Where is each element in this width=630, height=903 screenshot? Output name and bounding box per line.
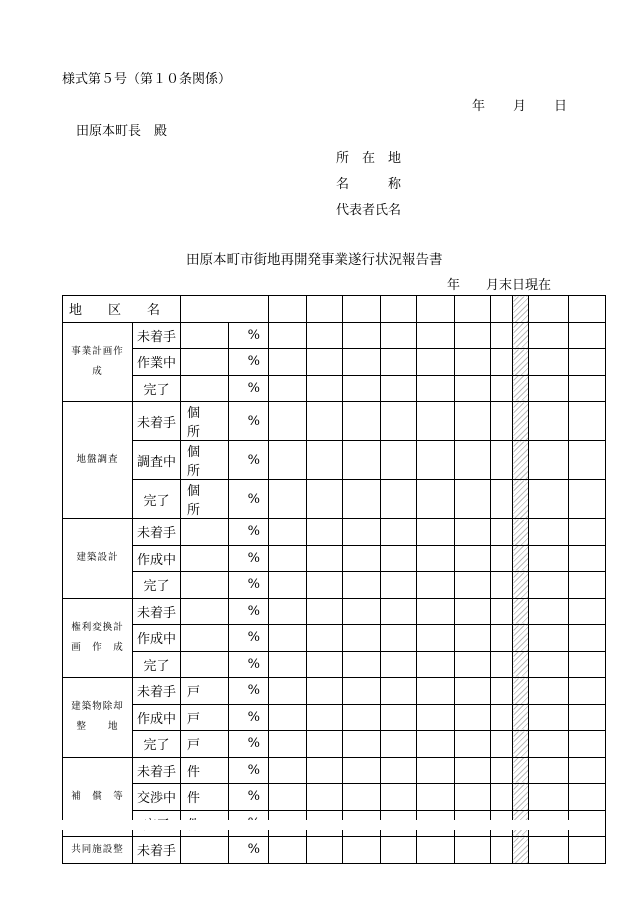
district-cell	[569, 651, 606, 678]
district-cell	[307, 296, 343, 323]
district-cell	[381, 572, 417, 599]
percent-sign: %	[229, 349, 269, 376]
unit-label: 件	[181, 784, 229, 811]
district-cell	[381, 731, 417, 758]
district-cell	[381, 757, 417, 784]
district-cell	[491, 598, 513, 625]
district-cell	[269, 349, 307, 376]
district-cell	[269, 441, 307, 480]
percent-sign: %	[229, 598, 269, 625]
district-cell	[455, 625, 491, 652]
district-cell	[307, 375, 343, 402]
district-cell	[417, 441, 455, 480]
district-cell	[569, 519, 606, 546]
district-cell	[343, 349, 381, 376]
percent-sign: %	[229, 651, 269, 678]
district-cell	[381, 598, 417, 625]
district-cell	[455, 731, 491, 758]
district-cell	[381, 441, 417, 480]
percent-sign: %	[229, 441, 269, 480]
district-cell	[307, 678, 343, 705]
district-cell	[417, 349, 455, 376]
district-cell	[529, 441, 569, 480]
percent-sign: %	[229, 402, 269, 441]
district-cell	[455, 651, 491, 678]
district-cell	[569, 441, 606, 480]
date-day: 日	[554, 99, 568, 114]
table-row	[63, 598, 606, 625]
district-cell	[529, 757, 569, 784]
district-cell	[343, 598, 381, 625]
district-cell	[569, 296, 606, 323]
district-break-mark	[513, 402, 529, 441]
district-cell	[569, 598, 606, 625]
district-cell	[491, 757, 513, 784]
district-cell	[417, 757, 455, 784]
district-cell	[417, 598, 455, 625]
district-cell	[455, 837, 491, 864]
status-label: 調査中	[133, 441, 181, 480]
district-cell	[491, 441, 513, 480]
table-row	[63, 349, 606, 376]
table-row	[63, 441, 606, 480]
table-row	[63, 480, 606, 519]
district-cell	[455, 322, 491, 349]
district-cell	[569, 757, 606, 784]
category-line: 地盤調査	[76, 454, 119, 465]
district-cell	[381, 678, 417, 705]
district-cell	[529, 678, 569, 705]
district-cell	[569, 810, 606, 837]
district-cell	[269, 837, 307, 864]
district-cell	[307, 784, 343, 811]
district-cell	[269, 402, 307, 441]
district-cell	[569, 322, 606, 349]
table-row	[63, 837, 606, 864]
table-row	[63, 625, 606, 652]
district-cell	[417, 402, 455, 441]
district-name-label: 地 区 名	[63, 296, 181, 323]
unit-label: 個 所	[181, 441, 229, 480]
percent-sign: %	[229, 731, 269, 758]
district-cell	[269, 322, 307, 349]
district-cell	[529, 349, 569, 376]
district-cell	[417, 704, 455, 731]
district-cell	[269, 519, 307, 546]
as-of-date: 年 月末日現在	[447, 278, 552, 293]
district-cell	[455, 349, 491, 376]
percent-sign: %	[229, 678, 269, 705]
category-line: 権利変換計	[71, 621, 124, 633]
district-cell	[269, 296, 307, 323]
district-cell	[343, 322, 381, 349]
district-cell	[455, 598, 491, 625]
district-cell	[417, 678, 455, 705]
district-cell	[307, 545, 343, 572]
sender-address-label: 所 在 地	[336, 151, 402, 166]
district-cell	[491, 731, 513, 758]
district-cell	[381, 296, 417, 323]
district-cell	[569, 731, 606, 758]
district-cell	[569, 349, 606, 376]
district-cell	[381, 322, 417, 349]
category-label	[63, 837, 133, 864]
district-cell	[569, 375, 606, 402]
district-cell	[307, 625, 343, 652]
district-cell	[491, 678, 513, 705]
district-cell	[529, 598, 569, 625]
district-cell	[307, 757, 343, 784]
district-cell	[417, 519, 455, 546]
sender-name-label: 名 称	[336, 177, 402, 192]
district-break-mark	[513, 519, 529, 546]
district-cell	[269, 757, 307, 784]
district-cell	[491, 349, 513, 376]
district-cell	[529, 704, 569, 731]
date-year: 年	[472, 99, 486, 114]
district-break-mark	[513, 837, 529, 864]
table-row	[63, 678, 606, 705]
category-label	[63, 598, 133, 678]
district-cell	[417, 572, 455, 599]
status-table	[62, 295, 606, 864]
district-cell	[529, 837, 569, 864]
district-cell	[529, 480, 569, 519]
status-label: 完了	[133, 651, 181, 678]
table-row	[63, 402, 606, 441]
category-line: 成	[92, 365, 103, 377]
district-break-mark	[513, 731, 529, 758]
district-break-mark	[513, 784, 529, 811]
district-cell	[417, 545, 455, 572]
district-cell	[529, 322, 569, 349]
district-cell	[455, 375, 491, 402]
district-cell	[307, 572, 343, 599]
district-cell	[307, 731, 343, 758]
district-name-cell	[181, 296, 269, 323]
status-label: 完了	[133, 731, 181, 758]
percent-sign: %	[229, 545, 269, 572]
district-cell	[381, 519, 417, 546]
status-label: 未着手	[133, 678, 181, 705]
district-cell	[381, 784, 417, 811]
district-cell	[455, 441, 491, 480]
district-cell	[491, 837, 513, 864]
district-break-mark	[513, 296, 529, 323]
district-cell	[455, 519, 491, 546]
table-header-row	[63, 296, 606, 323]
district-cell	[491, 402, 513, 441]
district-cell	[343, 757, 381, 784]
district-cell	[417, 375, 455, 402]
unit-label	[181, 837, 229, 864]
district-cell	[307, 441, 343, 480]
category-line: 補 償 等	[71, 790, 124, 802]
percent-sign: %	[229, 572, 269, 599]
date-line	[472, 95, 567, 114]
district-cell	[455, 296, 491, 323]
district-cell	[269, 375, 307, 402]
district-cell	[307, 349, 343, 376]
district-cell	[343, 545, 381, 572]
addressee: 田原本町長 殿	[76, 124, 168, 139]
unit-label	[181, 519, 229, 546]
district-cell	[381, 651, 417, 678]
status-label: 完了	[133, 480, 181, 519]
district-cell	[343, 402, 381, 441]
district-cell	[381, 349, 417, 376]
percent-sign: %	[229, 519, 269, 546]
unit-label: 個 所	[181, 480, 229, 519]
category-label	[63, 322, 133, 402]
district-cell	[569, 678, 606, 705]
district-break-mark	[513, 598, 529, 625]
district-cell	[491, 572, 513, 599]
district-cell	[491, 704, 513, 731]
category-line: 共同施設整	[71, 843, 124, 855]
district-cell	[529, 296, 569, 323]
unit-label	[181, 322, 229, 349]
status-label: 未着手	[133, 757, 181, 784]
district-cell	[491, 322, 513, 349]
sender-representative-label: 代表者氏名	[336, 203, 402, 218]
category-line: 建築設計	[76, 552, 119, 564]
district-cell	[569, 480, 606, 519]
unit-label	[181, 598, 229, 625]
status-label: 作成中	[133, 625, 181, 652]
district-cell	[269, 784, 307, 811]
table-row	[63, 757, 606, 784]
table-row	[63, 375, 606, 402]
district-cell	[343, 296, 381, 323]
district-cell	[269, 545, 307, 572]
district-cell	[491, 375, 513, 402]
district-cell	[381, 545, 417, 572]
district-break-mark	[513, 757, 529, 784]
table-row	[63, 322, 606, 349]
category-label	[63, 519, 133, 599]
unit-label: 個 所	[181, 402, 229, 441]
district-cell	[381, 402, 417, 441]
district-cell	[417, 731, 455, 758]
percent-sign: %	[229, 757, 269, 784]
district-cell	[529, 731, 569, 758]
category-line: 画 作 成	[71, 641, 124, 653]
district-cell	[269, 625, 307, 652]
status-label: 未着手	[133, 322, 181, 349]
unit-label: 戸	[181, 678, 229, 705]
district-cell	[307, 322, 343, 349]
district-break-mark	[513, 651, 529, 678]
district-cell	[569, 784, 606, 811]
unit-label	[181, 375, 229, 402]
district-cell	[307, 480, 343, 519]
district-cell	[381, 704, 417, 731]
district-cell	[529, 784, 569, 811]
district-cell	[343, 678, 381, 705]
district-cell	[381, 837, 417, 864]
form-number: 様式第５号（第１０条関係）	[62, 72, 232, 87]
table-row	[63, 784, 606, 811]
district-cell	[343, 480, 381, 519]
district-cell	[491, 296, 513, 323]
district-cell	[343, 704, 381, 731]
district-cell	[343, 375, 381, 402]
district-cell	[569, 837, 606, 864]
district-cell	[417, 837, 455, 864]
district-cell	[269, 572, 307, 599]
district-cell	[455, 402, 491, 441]
district-break-mark	[513, 480, 529, 519]
date-month: 月	[513, 99, 527, 114]
district-cell	[381, 480, 417, 519]
district-cell	[417, 651, 455, 678]
table-row	[63, 731, 606, 758]
category-line: 整 地	[76, 721, 119, 733]
table-row	[63, 704, 606, 731]
district-cell	[269, 598, 307, 625]
percent-sign: %	[229, 704, 269, 731]
category-label	[63, 402, 133, 519]
percent-sign: %	[229, 784, 269, 811]
unit-label: 件	[181, 757, 229, 784]
status-label: 完了	[133, 375, 181, 402]
district-cell	[529, 402, 569, 441]
unit-label	[181, 572, 229, 599]
district-cell	[343, 784, 381, 811]
status-label: 未着手	[133, 837, 181, 864]
district-cell	[529, 519, 569, 546]
category-line: 事業計画作	[71, 345, 124, 357]
district-cell	[569, 625, 606, 652]
district-cell	[455, 757, 491, 784]
unit-label	[181, 625, 229, 652]
status-label: 未着手	[133, 402, 181, 441]
district-cell	[343, 572, 381, 599]
district-cell	[529, 572, 569, 599]
category-label	[63, 678, 133, 758]
status-label: 未着手	[133, 598, 181, 625]
district-break-mark	[513, 349, 529, 376]
district-break-mark	[513, 441, 529, 480]
status-label: 作業中	[133, 349, 181, 376]
district-cell	[269, 651, 307, 678]
district-cell	[269, 704, 307, 731]
district-cell	[569, 402, 606, 441]
district-cell	[417, 322, 455, 349]
district-break-mark	[513, 704, 529, 731]
district-cell	[455, 704, 491, 731]
category-line: 建築物除却	[71, 701, 124, 713]
district-cell	[529, 625, 569, 652]
percent-sign: %	[229, 625, 269, 652]
percent-sign: %	[229, 322, 269, 349]
district-cell	[529, 375, 569, 402]
table-row	[63, 651, 606, 678]
district-cell	[343, 651, 381, 678]
district-cell	[417, 480, 455, 519]
table-row	[63, 519, 606, 546]
district-cell	[417, 784, 455, 811]
district-cell	[381, 625, 417, 652]
district-cell	[343, 837, 381, 864]
district-cell	[343, 625, 381, 652]
district-cell	[381, 375, 417, 402]
district-break-mark	[513, 678, 529, 705]
district-cell	[455, 784, 491, 811]
unit-label: 戸	[181, 704, 229, 731]
district-cell	[307, 402, 343, 441]
district-break-mark	[513, 375, 529, 402]
district-break-mark	[513, 545, 529, 572]
district-cell	[343, 519, 381, 546]
district-cell	[417, 296, 455, 323]
status-label: 未着手	[133, 519, 181, 546]
status-label: 完了	[133, 572, 181, 599]
district-cell	[417, 625, 455, 652]
district-cell	[455, 480, 491, 519]
district-cell	[269, 731, 307, 758]
district-cell	[455, 545, 491, 572]
table-continuation-cut	[62, 820, 569, 830]
unit-label: 戸	[181, 731, 229, 758]
district-cell	[491, 784, 513, 811]
unit-label	[181, 545, 229, 572]
district-cell	[455, 678, 491, 705]
district-cell	[269, 678, 307, 705]
status-label: 交渉中	[133, 784, 181, 811]
district-cell	[569, 704, 606, 731]
district-cell	[269, 480, 307, 519]
table-row	[63, 545, 606, 572]
status-label: 作成中	[133, 545, 181, 572]
district-cell	[455, 572, 491, 599]
district-break-mark	[513, 322, 529, 349]
district-cell	[307, 651, 343, 678]
district-cell	[529, 545, 569, 572]
district-cell	[529, 651, 569, 678]
district-cell	[343, 731, 381, 758]
table-row	[63, 572, 606, 599]
district-cell	[491, 480, 513, 519]
district-cell	[491, 625, 513, 652]
district-cell	[569, 545, 606, 572]
unit-label	[181, 349, 229, 376]
percent-sign: %	[229, 480, 269, 519]
district-cell	[491, 651, 513, 678]
district-cell	[491, 545, 513, 572]
district-cell	[307, 519, 343, 546]
percent-sign: %	[229, 837, 269, 864]
district-cell	[307, 704, 343, 731]
district-cell	[491, 519, 513, 546]
percent-sign: %	[229, 375, 269, 402]
district-cell	[307, 837, 343, 864]
district-break-mark	[513, 625, 529, 652]
district-cell	[569, 572, 606, 599]
status-label: 作成中	[133, 704, 181, 731]
district-cell	[307, 598, 343, 625]
district-cell	[343, 441, 381, 480]
report-title: 田原本町市街地再開発事業遂行状況報告書	[186, 252, 443, 268]
unit-label	[181, 651, 229, 678]
district-break-mark	[513, 572, 529, 599]
